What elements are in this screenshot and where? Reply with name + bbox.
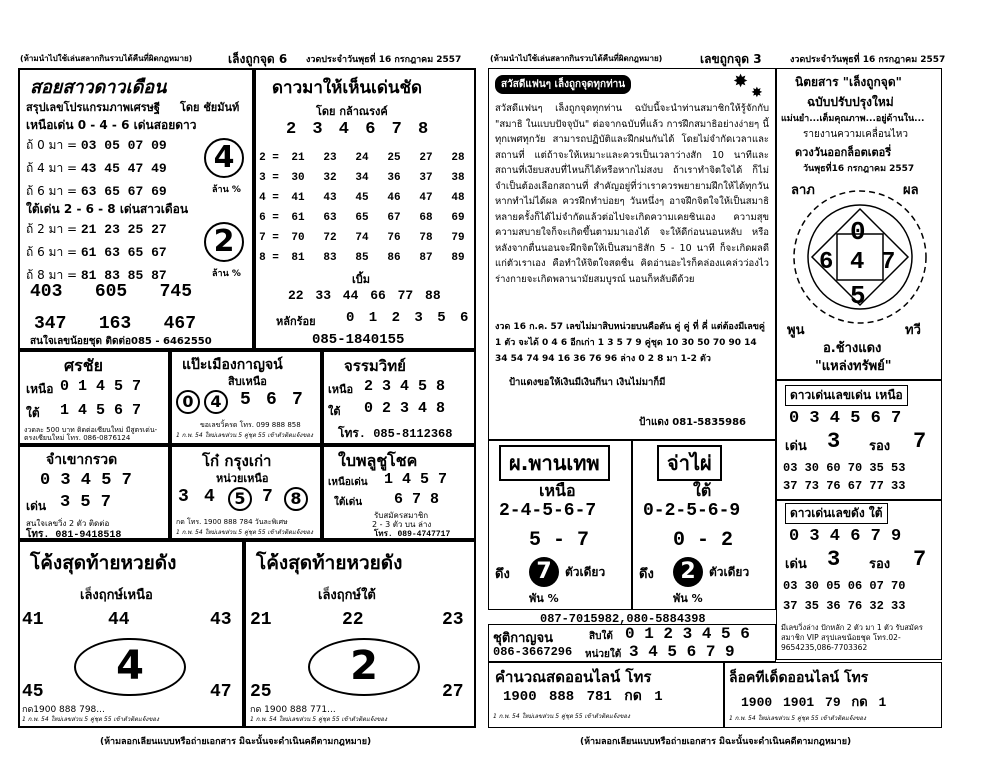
soi-lower-label: ใต้เด่น 2 - 6 - 8 เด่นสาวเดือน: [26, 202, 189, 216]
jam-box: [18, 445, 170, 540]
khong-south-center: 2: [308, 638, 420, 696]
khong-south-foot: 1 ก.พ. 54 ใหม่เลขส่วน 5 คู่ชุด 55 เข้าตัวติดแจ้งของ: [250, 716, 387, 723]
nitayasan-author: อ.ช้างแดง: [823, 341, 882, 356]
pae-num: 5: [240, 390, 251, 410]
jam-phone: โทร. 081-9418518: [26, 530, 122, 541]
khong-north-title: โค้งสุดท้ายหวยดัง: [30, 552, 177, 574]
pae-box: [170, 350, 322, 445]
khong-south-box: [244, 540, 476, 728]
pae-num-circle: 4: [204, 390, 228, 414]
wheel-digit-top: 0: [850, 217, 866, 247]
dao-phone: 085-1840155: [312, 332, 405, 348]
nitayasan-author2: "แหล่งทรัพย์": [815, 359, 892, 374]
dao-title: ดาวมาให้เห็นเด่นชัด: [272, 78, 423, 98]
soi-phone: สนใจเลขน้อยชุด ติดต่อ085 - 6462550: [30, 336, 212, 347]
bai-lower-label: ใต้เด่น: [334, 497, 363, 508]
pae-title: แป๊ะเมืองกาญจน์: [182, 357, 283, 373]
chutikan-nuay-nums: 3 4 5 6 7 9: [629, 643, 735, 661]
sornchai-title: ศรชัย: [64, 356, 103, 375]
jarunwit-lower: 0 2 3 4 8: [364, 400, 446, 417]
soi-upper-label: เหนือเด่น 0 - 4 - 6 เด่นสอยดาว: [26, 118, 197, 132]
bai-lower: 6 7 8: [394, 491, 440, 508]
ph-circle: 7: [529, 557, 559, 587]
soi-pct-2: ล้าน %: [212, 269, 241, 279]
soi-big-row-2: 347 163 467: [34, 314, 197, 334]
lock-call: 1900 1901 79 กด 1: [741, 695, 887, 710]
daodang-row: 37 35 36 76 32 33: [783, 599, 906, 613]
daoden-den: 3: [827, 429, 841, 454]
jarunwit-phone: โทร. 085-8112368: [338, 427, 453, 441]
dao-row: 4 = 41 43 45 46 47 48: [259, 192, 465, 204]
khong-south-num: 23: [442, 610, 464, 630]
jam-lower: 3 5 7: [60, 493, 112, 512]
chutikan-title: ชุติกาญจน: [493, 631, 554, 646]
chutikan-phone: 086-3667296: [493, 645, 573, 659]
kamnuan-box: [488, 662, 724, 728]
lock-box: [724, 662, 942, 728]
sornchai-lower-label: ใต้: [26, 406, 40, 420]
dao-grid: [256, 148, 474, 268]
jao-title: จ่าไผ่: [657, 445, 722, 481]
daodang-row: 03 30 05 06 07 70: [783, 579, 906, 593]
dao-twins: 22 33 44 66 77 88: [288, 288, 441, 303]
soi-upper-rows: [26, 134, 167, 203]
sornchai-box: [18, 350, 170, 445]
jao-tua: ตัวเดียว: [709, 565, 750, 579]
jam-title: จำเขากรวด: [46, 452, 118, 468]
pae-num-circle: 0: [176, 390, 200, 414]
jao-nums: 0-2-5-6-9: [643, 501, 741, 521]
nitayasan-label-tl: ลาภ: [791, 183, 815, 198]
ko-note-2: 1 ก.พ. 54 ใหม่เลขส่วน 5 คู่ชุด 55 เข้าตัวติดแจ้งของ: [176, 529, 313, 536]
khong-south-num: 21: [250, 610, 272, 630]
khong-north-sub: เล็งฤกษ์เหนือ: [80, 588, 153, 603]
kamnuan-call: 1900 888 781 กด 1: [503, 689, 663, 705]
ph-box: [488, 440, 632, 610]
chutikan-box: [488, 624, 776, 662]
sornchai-lower: 1 4 5 6 7: [60, 402, 142, 419]
lock-foot: 1 ก.พ. 54 ใหม่เลขส่วน 5 คู่ชุด 55 เข้าตัวติดแจ้งของ: [729, 715, 866, 722]
jarunwit-upper: 2 3 4 5 8: [364, 378, 446, 395]
sawasdee-signoff: ป้าแดงขอให้เงินมีเงินกีนา เงินไม่มาก็มี: [509, 377, 666, 388]
star-icon: ✸: [751, 85, 763, 101]
nitayasan-label-tr: ผล: [903, 183, 919, 198]
ko-num-circle: 8: [284, 487, 308, 511]
jao-label: ใต้: [693, 481, 712, 500]
sawasdee-box: [488, 68, 776, 440]
ko-num: 3: [178, 487, 189, 507]
right-footer: (ห้ามลอกเลียนแบบหรือถ่ายเอกสาร มิฉะนั้นจะดำเนินคดีตามกฎหมาย): [580, 737, 852, 747]
wheel-digit-left: 6: [819, 249, 834, 276]
right-disclaimer: (ห้ามนำไปใช้เล่นสลากกินรวบได้คืนที่ผิดกฎหมาย): [490, 54, 663, 63]
daodang-rong: 7: [913, 547, 927, 572]
jam-upper: 0 3 4 5 7: [40, 471, 132, 490]
ko-num: 7: [262, 487, 273, 507]
khong-north-foot: 1 ก.พ. 54 ใหม่เลขส่วน 5 คู่ชุด 55 เข้าตัวติดแจ้งของ: [22, 716, 159, 723]
dao-twins-label: เบิ้ม: [352, 273, 370, 286]
soi-lower-rows: [26, 218, 167, 287]
jarunwit-box: [322, 350, 476, 445]
daodang-title: ดาวเด่นเลขดัง ใต้: [785, 503, 888, 524]
khong-south-br: 27: [442, 682, 464, 702]
ko-sub: หน่วยเหนือ: [216, 472, 269, 485]
soi-upper-row: ถ้ 6 มา = 63 65 67 69: [26, 184, 167, 199]
ko-note: กด โทร. 1900 888 784 วันละพิเศษ: [176, 518, 288, 526]
khong-north-box: [18, 540, 244, 728]
nitayasan-sub3: รายงานความเคลื่อนไหว: [803, 129, 909, 140]
right-page-title: เลขถูกจุด 3: [700, 52, 762, 66]
dao-row: 8 = 81 83 85 86 87 89: [259, 252, 465, 264]
soi-sao-box: [18, 68, 254, 350]
soi-lower-row: ถ้ 8 มา = 81 83 85 87: [26, 268, 167, 283]
ko-num: 4: [204, 487, 215, 507]
bai-upper-label: เหนือเด่น: [328, 477, 368, 488]
wheel-digit-center: 4: [850, 249, 865, 276]
sornchai-note: งวดละ 500 บาท ติดต่อเซียนใหม่ มีสูตรเด่น-ตรงเซียนใหม่ โทร. 086-0876124: [24, 426, 158, 442]
daodang-den-label: เด่น: [785, 557, 807, 572]
ko-num-circle: 5: [228, 487, 252, 511]
ph-pan: พัน %: [529, 592, 559, 605]
soi-upper-row: ถ้ 0 มา = 03 05 07 09: [26, 138, 167, 153]
soi-circle-1: 4: [204, 138, 244, 178]
sawasdee-badge: สวัสดีแฟนๆ เล็งถูกจุดทุกท่าน: [495, 75, 631, 94]
dao-top-digits: 2 3 4 6 7 8: [286, 120, 429, 139]
khong-north-bl: 45: [22, 682, 44, 702]
nitayasan-sub4: ดวงวันออกล็อตเตอรี่: [795, 146, 892, 159]
left-disclaimer: (ห้ามนำไปใช้เล่นสลากกินรวบได้คืนที่ผิดกฎหมาย): [20, 54, 193, 63]
left-date: งวดประจำวันพุธที่ 16 กรกฎาคม 2557: [306, 55, 462, 65]
khong-north-num: 41: [22, 610, 44, 630]
ko-title: โก๋ กรุงเก่า: [202, 452, 272, 470]
shared-phones: 087-7015982,080-5884398: [540, 612, 706, 626]
daoden-rong-label: รอง: [869, 439, 891, 454]
dao-author: โดย กล้าณรงค์: [316, 105, 388, 118]
khong-south-num: 22: [342, 610, 364, 630]
lock-title: ล็อคทีเด็ดออนไลน์ โทร: [729, 670, 869, 686]
jao-box: [632, 440, 776, 610]
daodang-rong-label: รอง: [869, 557, 891, 572]
dao-row: 2 = 21 23 24 25 27 28: [259, 152, 465, 164]
star-icon: ✸: [733, 71, 749, 92]
nitayasan-label-br: ทวี: [905, 323, 921, 338]
khong-north-num: 44: [108, 610, 130, 630]
ph-title: ผ.พานเทพ: [499, 445, 610, 481]
jao-pair: 0 - 2: [673, 529, 734, 552]
jao-dueng: ดึง: [639, 567, 654, 582]
nitayasan-date: วันพุธที่16 กรกฎาคม 2557: [803, 164, 915, 174]
daoden-rong: 7: [913, 429, 927, 454]
left-page-title: เล็งถูกจุด 6: [228, 52, 288, 66]
kamnuan-title: คำนวณสดออนไลน์ โทร: [495, 668, 652, 686]
pae-num: 6: [266, 390, 277, 410]
jao-pan: พัน %: [673, 592, 703, 605]
ph-nums: 2-4-5-6-7: [499, 501, 597, 521]
pae-note-2: 1 ก.พ. 54 ใหม่เลขส่วน 5 คู่ชุด 55 เข้าตัวติดแจ้งของ: [176, 432, 313, 439]
soi-lower-row: ถ้ 2 มา = 21 23 25 27: [26, 222, 167, 237]
dao-row: 6 = 61 63 65 67 68 69: [259, 212, 465, 224]
ph-dueng: ดึง: [495, 567, 510, 582]
kamnuan-foot: 1 ก.พ. 54 ใหม่เลขส่วน 5 คู่ชุด 55 เข้าตัวติดแจ้งของ: [493, 713, 630, 720]
bai-upper: 1 4 5 7: [384, 471, 448, 488]
soi-subtitle: สรุปเลขโปรแกรมภาพเศรษฐี: [26, 101, 160, 114]
soi-circle-2: 2: [204, 222, 244, 262]
khong-south-sub: เล็งฤกษ์ใต้: [318, 588, 376, 603]
jam-note: สนใจเลขวิ่ง 2 ตัว ติดต่อ: [26, 519, 110, 528]
soi-author: โดย ชัยมันท์: [180, 101, 240, 114]
left-footer: (ห้ามลอกเลียนแบบหรือถ่ายเอกสาร มิฉะนั้นจะดำเนินคดีตามกฎหมาย): [100, 737, 372, 747]
ph-tua: ตัวเดียว: [565, 565, 606, 579]
ko-box: [170, 445, 322, 540]
daoden-row: 03 30 60 70 35 53: [783, 461, 906, 475]
wheel-digit-bottom: 5: [850, 281, 866, 311]
dao-row: 7 = 70 72 74 76 78 79: [259, 232, 465, 244]
bai-note-2: 2 - 3 ตัว บน ล่าง: [372, 520, 432, 529]
khong-north-center: 4: [74, 638, 186, 696]
sawasdee-phone: ป้าแดง 081-5835986: [639, 417, 746, 428]
dao-row: 3 = 30 32 34 36 37 38: [259, 172, 465, 184]
bai-phone: โทร. 089-4747717: [374, 530, 451, 539]
daoden-title: ดาวเด่นเลขเด่น เหนือ: [785, 385, 908, 406]
nitayasan-sub: ฉบับปรับปรุงใหม่: [807, 95, 894, 109]
chutikan-sib-nums: 0 1 2 3 4 5 6: [625, 625, 750, 643]
chutikan-nuay: หน่วยใต้: [585, 649, 622, 660]
jarunwit-lower-label: ใต้: [328, 405, 341, 418]
khong-south-bl: 25: [250, 682, 272, 702]
nitayasan-title: นิตยสาร "เล็งถูกจุด": [795, 75, 902, 89]
pae-note: ขอเลขวิ้ครด โทร. 099 888 858: [200, 421, 301, 429]
khong-north-call: กด1900 888 798...: [22, 705, 105, 715]
daodang-top: 0 3 4 6 7 9: [789, 527, 902, 546]
jam-lower-label: เด่น: [26, 499, 47, 513]
pae-num: 7: [292, 390, 303, 410]
ph-label: เหนือ: [539, 481, 576, 500]
soi-upper-row: ถ้ 4 มา = 43 45 47 49: [26, 161, 167, 176]
sornchai-upper: 0 1 4 5 7: [60, 378, 142, 395]
soi-title: สอยสาวดาวเดือน: [30, 77, 167, 98]
jarunwit-title: จรรมวิทย์: [344, 357, 406, 375]
sawasdee-result: งวด 16 ก.ค. 57 เลขไม่มาสิบหน่วยบนคือตัน คู่ คู่ ที่ คี่ แต่ต้องมีเลขคู่ 1 ตัว จะได้ 0 4 6 อีกเก่า 1 3 5 7 9 คู่ชุด 10 30 50 70 90 14 34 54 74 94 16 36 76 96 ล่าง 0 2 8 มา 1-2 ตัว: [495, 322, 765, 364]
nitayasan-label-bl: พูน: [787, 323, 805, 338]
jao-circle: 2: [673, 557, 703, 587]
bai-box: [322, 445, 476, 540]
soi-big-row-1: 403 605 745: [30, 282, 193, 302]
sornchai-upper-label: เหนือ: [26, 382, 54, 396]
ph-pair: 5 - 7: [529, 529, 590, 552]
daodang-note: มีเลขวิ่งล่าง ปักหลัก 2 ตัว มา 1 ตัว รับสมัครสมาชิก VIP สรุปเลขน้อยชุด โทร.02-9654235,086-7703362: [781, 623, 923, 652]
bai-note: รับสมัครสมาชิก: [374, 511, 429, 520]
pae-sub: สิบเหนือ: [228, 375, 267, 388]
daodang-den: 3: [827, 547, 841, 572]
daoden-row: 37 73 76 67 77 33: [783, 479, 906, 493]
bai-title: ใบพลูชูโชค: [338, 451, 418, 470]
right-date: งวดประจำวันพุธที่ 16 กรกฎาคม 2557: [790, 55, 946, 65]
khong-north-br: 47: [210, 682, 232, 702]
sawasdee-text: สวัสดีแฟนๆ เล็งถูกจุดทุกท่าน ฉบับนี้จะนำท่านสมาชิกให้รู้จักกับ "สมาธิ ในแบบปัจจุบัน" ต่อจากฉบับที่แล้ว การฝึกสมาธิอย่างง่ายๆ นี้ ทุกเพศทุกวัย สามารถปฏิบัติและฝึกฝนกันได้ โดยไม่จำกัดเวลาและสถานที่ แต่ถ้าจะให้เหมาะและควรเป็นเวลาว่างสัก 10 นาทีและสถานที่เงียบสงบที่ไหนก็ได้หรือหากไม่สงบ ถ้าเราทำจิตใจได้ ก็ไม่จำเป็นต้องเลือกสถานที่ สำคัญอยู่ที่ว่าเราควรพยายามฝึกให้ได้ทุกวัน หากทำไม่ได้ผล ควรฝึกทำบ่อยๆ วันหนึ่งๆ อาจฝึกจิตใจให้เป็นสมาธิหลายครั้งก็ได้ไม่จำกัดแล้วต่อไปจะเกิดความเคยชินเอง ความสุข ความสบายใจก็จะเกิดขึ้นตามมาเองได้ จะให้ดีก่อนนอนหลับ หรือหลังจากตื่นนอนจะฝึกจิตให้เป็นสมาธิสัก 5 - 10 นาที ก็จะเกิดผลดีแก่ตัวเราเอง คือทำให้จิตใจสดชื่น คิดอ่านอะไรก็คล่องแคล่วว่องไว ร่างกายจะเกิดพลานามัยสมบูรณ์ นอนก็หลับดีด้วย: [495, 103, 769, 285]
soi-pct-1: ล้าน %: [212, 185, 241, 195]
khong-south-title: โค้งสุดท้ายหวยดัง: [256, 552, 403, 574]
daodang-box: [776, 500, 942, 660]
chutikan-sib: สิบใต้: [589, 631, 613, 642]
daoden-box: [776, 380, 942, 500]
daoden-den-label: เด่น: [785, 439, 807, 454]
wheel-digit-right: 7: [881, 249, 896, 276]
jarunwit-upper-label: เหนือ: [328, 383, 354, 396]
daoden-top: 0 3 4 5 6 7: [789, 409, 902, 428]
khong-south-call: กด 1900 888 771...: [250, 705, 336, 715]
nitayasan-sub2: แม่นยำ...เต็มคุณภาพ...อยู่ด้านใน...: [781, 114, 925, 124]
dao-hundreds: 0 1 2 3 5 6: [346, 310, 469, 326]
nitayasan-box: [776, 68, 942, 380]
soi-lower-row: ถ้ 6 มา = 61 63 65 67: [26, 245, 167, 260]
khong-north-num: 43: [210, 610, 232, 630]
dao-hundreds-label: หลักร้อย: [276, 315, 316, 328]
dao-box: [254, 68, 476, 350]
